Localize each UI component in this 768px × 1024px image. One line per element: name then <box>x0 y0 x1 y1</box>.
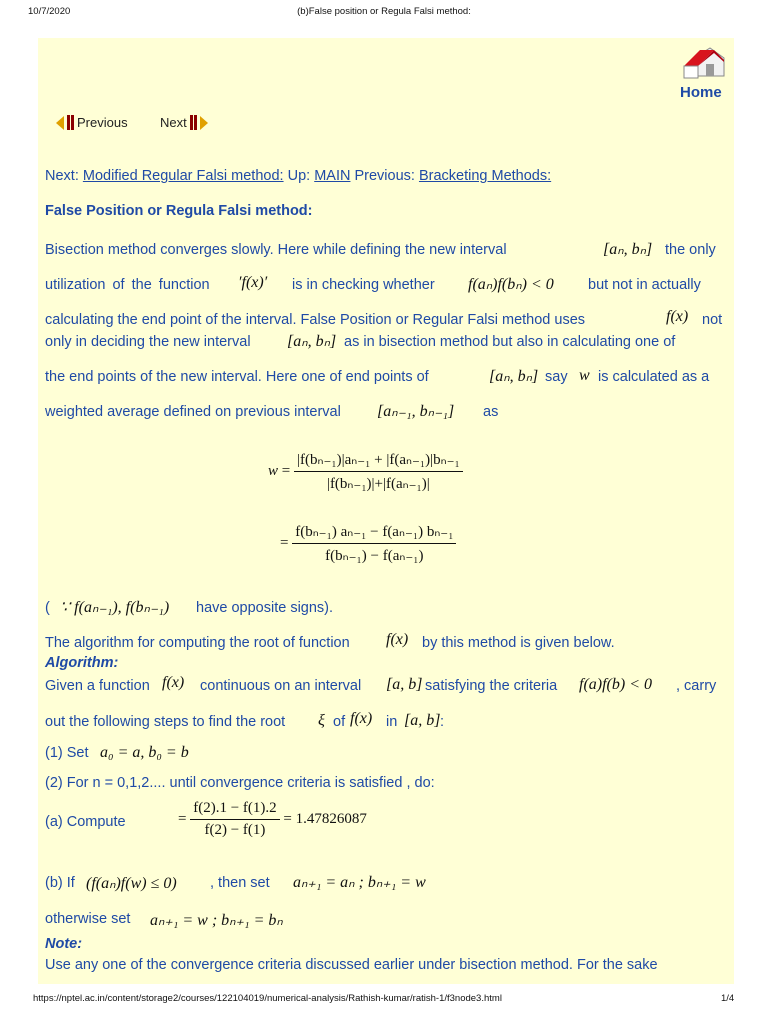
up-link[interactable]: MAIN <box>314 168 351 184</box>
eq2-numerator: f(bₙ₋₁) aₙ₋₁ − f(aₙ₋₁) bₙ₋₁ <box>292 522 456 544</box>
next-button[interactable] <box>160 115 208 130</box>
note-heading: Note: <box>45 936 83 952</box>
interval-n: [aₙ, bₙ] <box>603 241 653 258</box>
steps-text-b: of <box>333 714 346 730</box>
fx-quoted: ′f(x)′ <box>238 274 268 291</box>
para-line-1b: the only <box>665 242 716 258</box>
arrow-left-icon <box>56 116 64 130</box>
previous-label: Previous <box>77 115 128 130</box>
para-line-5b: say <box>545 369 568 385</box>
para-line-2b: is in checking whether <box>292 277 435 293</box>
steps-text-d: : <box>440 714 445 730</box>
compute-value: = 1.47826087 <box>283 810 367 827</box>
house-icon <box>680 44 728 82</box>
algorithm-heading: Algorithm: <box>45 655 119 671</box>
interval-ab-2: [a, b] <box>404 712 441 729</box>
compute-numerator: f(2).1 − f(1).2 <box>190 800 279 820</box>
up-prefix: Up: <box>287 168 311 184</box>
home-label: Home <box>680 84 722 101</box>
previous-button[interactable] <box>56 115 128 130</box>
home-link[interactable] <box>678 44 728 104</box>
step-2: (2) For n = 0,1,2.... until convergence criteria is satisfied , do: <box>45 775 435 791</box>
para-line-2: utilization of the function <box>45 277 210 293</box>
next-prefix: Next: <box>45 168 79 184</box>
given-text: Given a function <box>45 678 150 694</box>
para-line-2c: but not in actually <box>588 277 701 293</box>
w-symbol: w <box>579 367 590 384</box>
print-url: https://nptel.ac.in/content/storage2/courses/122104019/numerical-analysis/Rathish-kumar/ratish-1/f3node3.html <box>33 993 502 1004</box>
interval-n-2: [aₙ, bₙ] <box>287 333 337 350</box>
print-date: 10/7/2020 <box>28 6 71 17</box>
step-a: (a) Compute <box>45 814 126 830</box>
else-set: aₙ₊₁ = w ; bₙ₊₁ = bₙ <box>150 912 283 929</box>
para-line-4: only in deciding the new interval <box>45 334 251 350</box>
equation-1: w = $\frac{\text{|f(bₙ₋₁)|aₙ₋₁ + |f(aₙ₋₁)|bₙ₋₁}}{\text{|f(bₙ₋₁)|+|f(aₙ₋₁)|}}$ <box>268 450 463 493</box>
previous-topic-link[interactable]: Bracketing Methods: <box>418 168 552 184</box>
step-b: (b) If <box>45 875 75 891</box>
page-number: 1/4 <box>721 993 735 1004</box>
interval-ab: [a, b] <box>386 676 423 693</box>
next-topic-link[interactable]: Modified Regular Falsi method: <box>82 168 284 184</box>
bars-icon <box>190 115 197 130</box>
eq1-lhs: w <box>268 462 279 479</box>
content-panel <box>38 38 734 984</box>
para-line-4b: as in bisection method but also in calculating one of <box>344 334 676 350</box>
para-line-6b: as <box>483 404 499 420</box>
interval-prev: [aₙ₋₁, bₙ₋₁] <box>377 403 455 420</box>
para-line-6: weighted average defined on previous interval <box>45 404 341 420</box>
fx-inline-4: f(x) <box>350 710 373 727</box>
bars-icon <box>67 115 74 130</box>
para-line-3: calculating the end point of the interval. False Position or Regular Falsi method uses <box>45 312 586 328</box>
algo-intro: The algorithm for computing the root of function <box>45 635 350 651</box>
para-line-5: the end points of the new interval. Here one of end points of <box>45 369 429 385</box>
criteria-expr: f(a)f(b) < 0 <box>579 676 652 693</box>
opposite-text: have opposite signs). <box>196 600 334 616</box>
given-text-c: satisfying the criteria <box>425 678 558 694</box>
opposite-open: ( <box>45 600 50 616</box>
step-b2: , then set <box>210 875 270 891</box>
since-expr: ∵ f(aₙ₋₁), f(bₙ₋₁) <box>60 599 170 616</box>
interval-n-3: [aₙ, bₙ] <box>489 368 539 385</box>
product-check: f(aₙ)f(bₙ) < 0 <box>468 276 554 293</box>
compute-denominator: f(2) − f(1) <box>204 822 266 838</box>
compute-expr: = $\frac{f(2).1 - f(1).2}{f(2) - f(1)}$ = 1.47826087 <box>178 800 367 838</box>
next-label: Next <box>160 115 187 130</box>
step-1: (1) Set <box>45 745 89 761</box>
cond-b: (f(aₙ)f(w) ≤ 0) <box>86 875 177 892</box>
fx-inline-2: f(x) <box>386 631 409 648</box>
para-line-5c: is calculated as a <box>598 369 710 385</box>
eq2-denominator: f(bₙ₋₁) − f(aₙ₋₁) <box>325 548 424 564</box>
steps-text-c: in <box>386 714 398 730</box>
print-title: (b)False position or Regula Falsi method: <box>297 6 471 17</box>
eq1-numerator: |f(bₙ₋₁)|aₙ₋₁ + |f(aₙ₋₁)|bₙ₋₁ <box>294 450 463 472</box>
xi-symbol: ξ <box>318 712 325 729</box>
set-init: a₀ = a, b₀ = b <box>100 744 189 761</box>
section-title: False Position or Regula Falsi method: <box>45 203 313 219</box>
breadcrumb <box>45 168 551 184</box>
algo-intro-b: by this method is given below. <box>422 635 615 651</box>
prev-prefix: Previous: <box>354 168 415 184</box>
fx-inline-3: f(x) <box>162 674 185 691</box>
eq1-denominator: |f(bₙ₋₁)|+|f(aₙ₋₁)| <box>326 476 430 492</box>
para-line-1: Bisection method converges slowly. Here while defining the new interval <box>45 242 507 258</box>
given-text-b: continuous on an interval <box>200 678 362 694</box>
given-text-d: , carry <box>676 678 717 694</box>
equation-2: = $\frac{\text{f(bₙ₋₁) aₙ₋₁ − f(aₙ₋₁) bₙ₋₁}}{\text{f(bₙ₋₁) − f(aₙ₋₁)}}$ <box>280 522 456 565</box>
para-line-3b: not <box>702 312 723 328</box>
then-set: aₙ₊₁ = aₙ ; bₙ₊₁ = w <box>293 874 426 891</box>
otherwise-text: otherwise set <box>45 911 131 927</box>
fx-inline-1: f(x) <box>666 308 689 325</box>
arrow-right-icon <box>200 116 208 130</box>
note-text: Use any one of the convergence criteria discussed earlier under bisection method. For the sake <box>45 957 658 973</box>
steps-text: out the following steps to find the root <box>45 714 286 730</box>
